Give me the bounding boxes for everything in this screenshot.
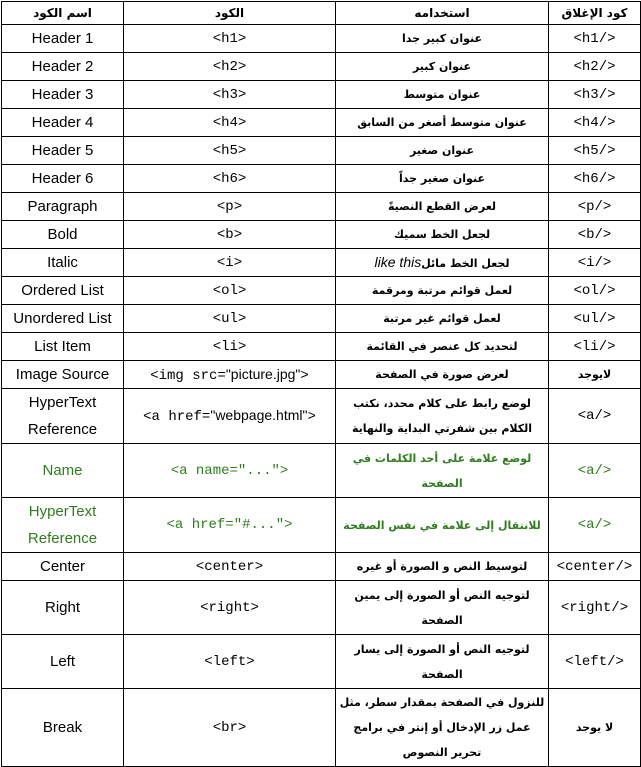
table-row (2, 498, 641, 553)
table-row (2, 137, 641, 165)
table-row (2, 689, 641, 767)
closing-tag: </h2> (549, 53, 641, 81)
tag-name: Bold (2, 221, 124, 249)
tag-name: Header 2 (2, 53, 124, 81)
tag-code-value: "webpage.html" (210, 407, 308, 423)
closing-tag: </center> (549, 553, 641, 581)
table-row (2, 81, 641, 109)
table-row (2, 193, 641, 221)
tag-name: Image Source (2, 361, 124, 389)
header-name: اسم الكود (2, 2, 124, 25)
tag-code-suffix: > (300, 367, 309, 384)
table-row (2, 635, 641, 689)
usage-text: لعمل قوائم مرتبة ومرقمة (336, 277, 549, 305)
usage-text: لتحديد كل عنصر في القائمة (336, 333, 549, 361)
usage-text: لجعل الخط سميك (336, 221, 549, 249)
table-row (2, 249, 641, 277)
closing-tag: </a> (549, 444, 641, 498)
header-row (2, 2, 641, 25)
tag-name: Header 6 (2, 165, 124, 193)
tag-name: Left (2, 635, 124, 689)
tag-code: <a name="..."> (124, 444, 336, 498)
table-row (2, 53, 641, 81)
tag-code: <h2> (124, 53, 336, 81)
closing-tag: </ul> (549, 305, 641, 333)
usage-text: للانتقال إلى علامة في نفس الصفحة (336, 498, 549, 553)
tag-code: <h5> (124, 137, 336, 165)
table-row (2, 277, 641, 305)
tag-name: Center (2, 553, 124, 581)
tag-code: <right> (124, 581, 336, 635)
tag-code: <ul> (124, 305, 336, 333)
html-tags-table (1, 1, 641, 767)
table-row (2, 305, 641, 333)
usage-text: عنوان صغير (336, 137, 549, 165)
usage-text: عنوان كبير جدا (336, 25, 549, 53)
closing-tag: لا يوجد (549, 689, 641, 767)
tag-code (124, 361, 336, 389)
tag-code: <center> (124, 553, 336, 581)
tag-name: Ordered List (2, 277, 124, 305)
table-row (2, 333, 641, 361)
closing-tag: </right> (549, 581, 641, 635)
closing-tag: لايوجد (549, 361, 641, 389)
closing-tag: </a> (549, 498, 641, 553)
usage-text: للنزول في الصفحة بمقدار سطر، مثل عمل زر الإدخال أو إنتر في برامج تحرير النصوص (336, 689, 549, 767)
tag-code: <h4> (124, 109, 336, 137)
tag-name: HyperText Reference (2, 389, 124, 444)
usage-text: عنوان متوسط (336, 81, 549, 109)
tag-code: <li> (124, 333, 336, 361)
usage-text: لعرض القطع النصيةً (336, 193, 549, 221)
tag-code (124, 389, 336, 444)
table-row (2, 581, 641, 635)
usage-text-ar: لجعل الخط مائل (421, 256, 510, 270)
closing-tag: </h3> (549, 81, 641, 109)
tag-code: <a href="#..."> (124, 498, 336, 553)
tag-name: Italic (2, 249, 124, 277)
tag-code: <ol> (124, 277, 336, 305)
tag-name: Header 3 (2, 81, 124, 109)
closing-tag: </b> (549, 221, 641, 249)
closing-tag: </left> (549, 635, 641, 689)
closing-tag: </h1> (549, 25, 641, 53)
usage-text-en: like this (374, 253, 422, 270)
table-row (2, 109, 641, 137)
tag-name: HyperText Reference (2, 498, 124, 553)
header-close: كود الإغلاق (549, 2, 641, 25)
tag-code-prefix: <a href= (143, 409, 211, 425)
table-row (2, 444, 641, 498)
tag-code: <h3> (124, 81, 336, 109)
closing-tag: </ol> (549, 277, 641, 305)
tag-name: Name (2, 444, 124, 498)
tag-code: <h6> (124, 165, 336, 193)
closing-tag: </a> (549, 389, 641, 444)
usage-text: لعمل قوائم غير مرتبة (336, 305, 549, 333)
header-code: الكود (124, 2, 336, 25)
usage-text: لوضع رابط على كلام محدد، نكتب الكلام بين شفرتي البداية والنهاية (336, 389, 549, 444)
tag-code: <p> (124, 193, 336, 221)
closing-tag: </h6> (549, 165, 641, 193)
usage-text: عنوان متوسط أصغر من السابق (336, 109, 549, 137)
tag-name: Header 4 (2, 109, 124, 137)
table-row (2, 25, 641, 53)
table-row (2, 361, 641, 389)
closing-tag: </h5> (549, 137, 641, 165)
usage-text (336, 249, 549, 277)
tag-code-value: "picture.jpg" (225, 365, 301, 382)
tag-code-suffix: > (307, 409, 316, 425)
usage-text: لتوسيط النص و الصورة أو غيره (336, 553, 549, 581)
table-row (2, 389, 641, 444)
tag-code: <br> (124, 689, 336, 767)
closing-tag: </p> (549, 193, 641, 221)
table-row (2, 553, 641, 581)
tag-name: Header 1 (2, 25, 124, 53)
closing-tag: </li> (549, 333, 641, 361)
tag-name: Unordered List (2, 305, 124, 333)
usage-text: عنوان صغير جداً (336, 165, 549, 193)
tag-name: Break (2, 689, 124, 767)
tag-code-prefix: <img src= (150, 367, 226, 384)
header-usage: استخدامه (336, 2, 549, 25)
closing-tag: </i> (549, 249, 641, 277)
table-row (2, 221, 641, 249)
usage-text: لعرض صورة في الصفحة (336, 361, 549, 389)
tag-name: Paragraph (2, 193, 124, 221)
tag-code: <i> (124, 249, 336, 277)
usage-text: عنوان كبير (336, 53, 549, 81)
tag-name: Header 5 (2, 137, 124, 165)
usage-text: لتوجيه النص أو الصورة إلى يمين الصفحة (336, 581, 549, 635)
tag-name: Right (2, 581, 124, 635)
usage-text: لتوجيه النص أو الصورة إلى يسار الصفحة (336, 635, 549, 689)
tag-code: <h1> (124, 25, 336, 53)
table-row (2, 165, 641, 193)
closing-tag: </h4> (549, 109, 641, 137)
tag-code: <left> (124, 635, 336, 689)
tag-name: List Item (2, 333, 124, 361)
tag-code: <b> (124, 221, 336, 249)
usage-text: لوضع علامة على أحد الكلمات في الصفحة (336, 444, 549, 498)
